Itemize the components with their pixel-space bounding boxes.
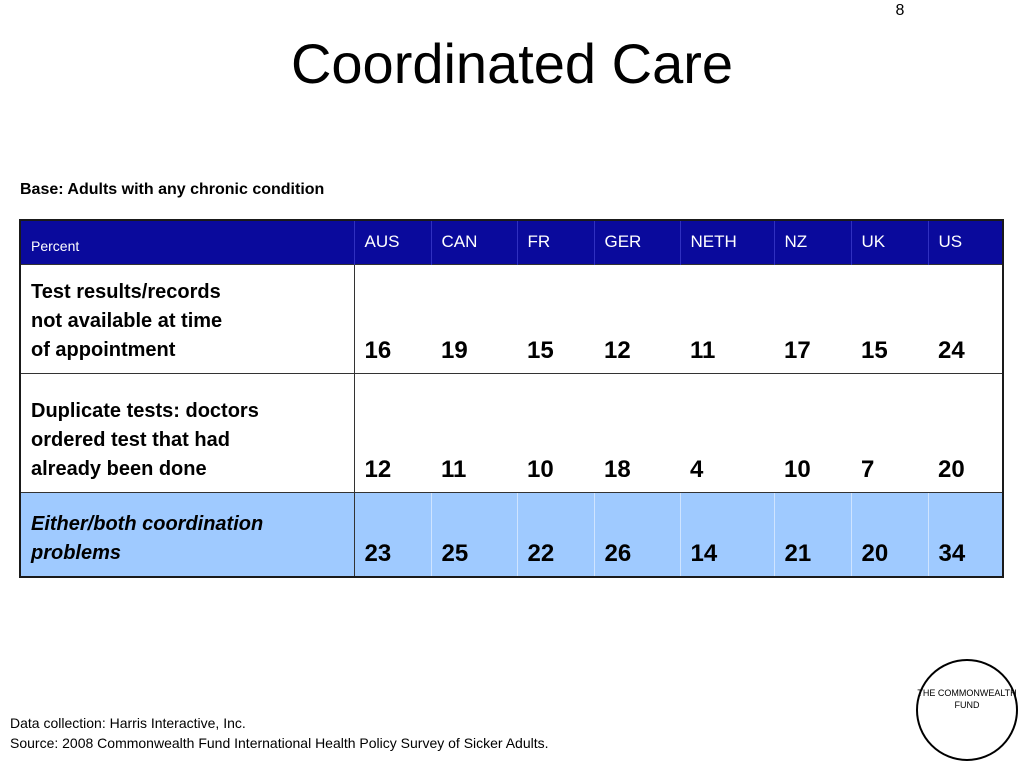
coordination-table [19,219,1004,578]
value-cell: 11 [680,264,774,373]
value-cell: 4 [680,373,774,492]
slide-title: Coordinated Care [290,32,734,95]
source-note: Source: 2008 Commonwealth Fund International Health Policy Survey of Sicker Adults. [10,735,549,751]
row-label-line: Test results/records [31,280,221,303]
header-can: CAN [431,220,517,264]
page-number: 8 [895,2,905,19]
value-cell: 23 [354,492,431,577]
value-cell: 7 [851,373,928,492]
header-nz: NZ [774,220,851,264]
row-label-line: already been done [31,457,207,480]
table-header-row [20,220,1003,264]
value-cell: 12 [594,264,680,373]
header-aus: AUS [354,220,431,264]
commonwealth-fund-logo [916,659,1018,761]
value-cell: 11 [431,373,517,492]
table-row-highlight [20,492,1003,577]
value-cell: 20 [928,373,1003,492]
header-neth: NETH [680,220,774,264]
value-cell: 15 [851,264,928,373]
logo-text-line: FUND [954,700,980,710]
value-cell: 34 [928,492,1003,577]
row-label-line: ordered test that had [31,428,230,451]
table-row [20,373,1003,492]
value-cell: 12 [354,373,431,492]
header-uk: UK [851,220,928,264]
row-label [20,264,354,373]
value-cell: 22 [517,492,594,577]
table-row [20,264,1003,373]
value-cell: 19 [431,264,517,373]
value-cell: 21 [774,492,851,577]
header-fr: FR [517,220,594,264]
header-ger: GER [594,220,680,264]
header-us: US [928,220,1003,264]
value-cell: 14 [680,492,774,577]
row-label-line: Duplicate tests: doctors [31,399,259,422]
value-cell: 15 [517,264,594,373]
value-cell: 20 [851,492,928,577]
value-cell: 16 [354,264,431,373]
value-cell: 10 [517,373,594,492]
row-label-line: Either/both coordination [31,513,264,535]
footer [10,713,549,753]
value-cell: 17 [774,264,851,373]
value-cell: 18 [594,373,680,492]
row-label-line: of appointment [31,338,176,361]
row-label-line: problems [31,542,122,564]
value-cell: 25 [431,492,517,577]
value-cell: 10 [774,373,851,492]
data-collection-note: Data collection: Harris Interactive, Inc. [10,715,246,731]
base-note: Base: Adults with any chronic condition [20,181,325,198]
logo-text-line: THE COMMONWEALTH [917,688,1017,698]
value-cell: 26 [594,492,680,577]
row-label-line: not available at time [31,309,223,332]
value-cell: 24 [928,264,1003,373]
header-percent: Percent [20,220,354,264]
row-label [20,492,354,577]
row-label [20,373,354,492]
